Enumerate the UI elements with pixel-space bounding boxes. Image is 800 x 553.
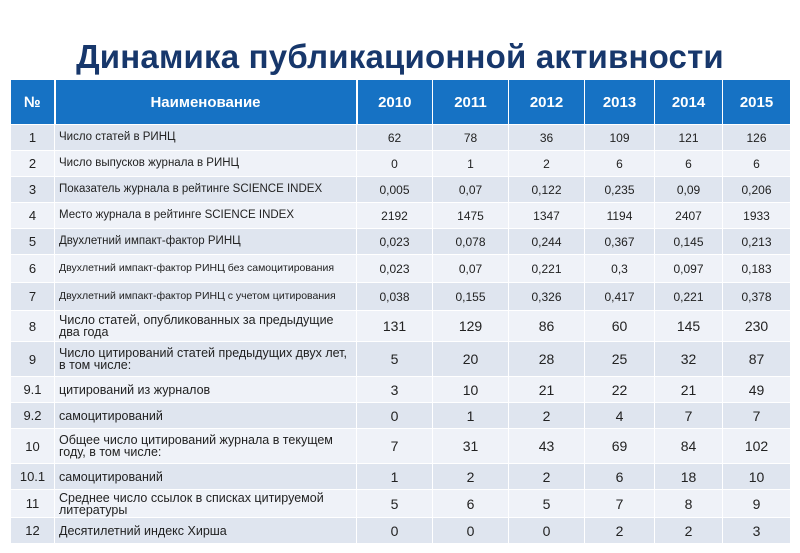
row-name: Двухлетний импакт-фактор РИНЦ [55, 229, 357, 255]
cell-value: 2407 [655, 203, 723, 229]
row-number: 12 [11, 518, 55, 544]
row-number: 3 [11, 177, 55, 203]
header-year-2012: 2012 [509, 80, 585, 125]
cell-value: 25 [585, 342, 655, 377]
cell-value: 145 [655, 311, 723, 342]
cell-value: 0,038 [357, 283, 433, 311]
cell-value: 78 [433, 125, 509, 151]
cell-value: 4 [585, 403, 655, 429]
table-row [11, 177, 791, 203]
cell-value: 2 [509, 403, 585, 429]
header-year-2014: 2014 [655, 80, 723, 125]
cell-value: 0,213 [723, 229, 791, 255]
cell-value: 62 [357, 125, 433, 151]
row-number: 8 [11, 311, 55, 342]
cell-value: 21 [509, 377, 585, 403]
row-name: Число цитирований статей предыдущих двух лет, в том числе: [55, 342, 357, 377]
cell-value: 1933 [723, 203, 791, 229]
cell-value: 5 [357, 342, 433, 377]
cell-value: 69 [585, 429, 655, 464]
row-number: 6 [11, 255, 55, 283]
cell-value: 0,078 [433, 229, 509, 255]
cell-value: 6 [433, 490, 509, 518]
table-row [11, 283, 791, 311]
row-name: Среднее число ссылок в списках цитируемой литературы [55, 490, 357, 518]
cell-value: 230 [723, 311, 791, 342]
cell-value: 7 [723, 403, 791, 429]
cell-value: 32 [655, 342, 723, 377]
cell-value: 1 [357, 464, 433, 490]
cell-value: 5 [509, 490, 585, 518]
row-name: Общее число цитирований журнала в текущем году, в том числе: [55, 429, 357, 464]
cell-value: 121 [655, 125, 723, 151]
cell-value: 0,07 [433, 177, 509, 203]
slide-title: Динамика публикационной активности [76, 38, 724, 75]
row-name: Показатель журнала в рейтинге SCIENCE INDEX [55, 177, 357, 203]
cell-value: 0,417 [585, 283, 655, 311]
cell-value: 0,097 [655, 255, 723, 283]
cell-value: 0 [357, 518, 433, 544]
cell-value: 7 [655, 403, 723, 429]
cell-value: 0,023 [357, 229, 433, 255]
cell-value: 2192 [357, 203, 433, 229]
cell-value: 2 [509, 151, 585, 177]
cell-value: 126 [723, 125, 791, 151]
cell-value: 0,07 [433, 255, 509, 283]
cell-value: 7 [585, 490, 655, 518]
cell-value: 10 [433, 377, 509, 403]
cell-value: 131 [357, 311, 433, 342]
cell-value: 43 [509, 429, 585, 464]
cell-value: 0,378 [723, 283, 791, 311]
cell-value: 0,005 [357, 177, 433, 203]
cell-value: 2 [433, 464, 509, 490]
row-name: Место журнала в рейтинге SCIENCE INDEX [55, 203, 357, 229]
table-row [11, 151, 791, 177]
cell-value: 60 [585, 311, 655, 342]
cell-value: 0,183 [723, 255, 791, 283]
cell-value: 1194 [585, 203, 655, 229]
cell-value: 0,326 [509, 283, 585, 311]
cell-value: 0 [509, 518, 585, 544]
row-number: 7 [11, 283, 55, 311]
table-row [11, 229, 791, 255]
row-name: Число выпусков журнала в РИНЦ [55, 151, 357, 177]
cell-value: 0,3 [585, 255, 655, 283]
row-name: Двухлетний импакт-фактор РИНЦ с учетом цитирования [55, 283, 357, 311]
cell-value: 1 [433, 151, 509, 177]
table-row [11, 518, 791, 544]
row-number: 9 [11, 342, 55, 377]
row-name: самоцитирований [55, 464, 357, 490]
cell-value: 102 [723, 429, 791, 464]
cell-value: 86 [509, 311, 585, 342]
header-name: Наименование [55, 80, 357, 125]
cell-value: 0,235 [585, 177, 655, 203]
table-row [11, 377, 791, 403]
cell-value: 5 [357, 490, 433, 518]
cell-value: 36 [509, 125, 585, 151]
cell-value: 7 [357, 429, 433, 464]
publication-activity-table [10, 79, 791, 544]
cell-value: 1347 [509, 203, 585, 229]
table-row [11, 255, 791, 283]
row-number: 2 [11, 151, 55, 177]
table-row [11, 429, 791, 464]
table-row [11, 464, 791, 490]
cell-value: 22 [585, 377, 655, 403]
table-row [11, 203, 791, 229]
header-year-2013: 2013 [585, 80, 655, 125]
cell-value: 0,367 [585, 229, 655, 255]
cell-value: 31 [433, 429, 509, 464]
cell-value: 0,155 [433, 283, 509, 311]
cell-value: 0,09 [655, 177, 723, 203]
row-number: 9.2 [11, 403, 55, 429]
row-name: Число статей в РИНЦ [55, 125, 357, 151]
cell-value: 87 [723, 342, 791, 377]
cell-value: 3 [723, 518, 791, 544]
cell-value: 49 [723, 377, 791, 403]
cell-value: 6 [723, 151, 791, 177]
table-row [11, 342, 791, 377]
cell-value: 84 [655, 429, 723, 464]
row-name: цитирований из журналов [55, 377, 357, 403]
header-year-2015: 2015 [723, 80, 791, 125]
table-row [11, 311, 791, 342]
cell-value: 8 [655, 490, 723, 518]
row-name: самоцитирований [55, 403, 357, 429]
cell-value: 2 [655, 518, 723, 544]
cell-value: 0,145 [655, 229, 723, 255]
cell-value: 6 [655, 151, 723, 177]
cell-value: 9 [723, 490, 791, 518]
table-body [11, 125, 791, 544]
row-number: 10 [11, 429, 55, 464]
header-year-2011: 2011 [433, 80, 509, 125]
cell-value: 3 [357, 377, 433, 403]
cell-value: 6 [585, 464, 655, 490]
cell-value: 0,221 [655, 283, 723, 311]
cell-value: 0 [357, 151, 433, 177]
cell-value: 2 [585, 518, 655, 544]
cell-value: 129 [433, 311, 509, 342]
header-year-2010: 2010 [357, 80, 433, 125]
table-row [11, 125, 791, 151]
cell-value: 18 [655, 464, 723, 490]
cell-value: 6 [585, 151, 655, 177]
row-name: Десятилетний индекс Хирша [55, 518, 357, 544]
row-number: 1 [11, 125, 55, 151]
cell-value: 21 [655, 377, 723, 403]
cell-value: 1 [433, 403, 509, 429]
row-number: 11 [11, 490, 55, 518]
cell-value: 0,221 [509, 255, 585, 283]
cell-value: 0,206 [723, 177, 791, 203]
cell-value: 10 [723, 464, 791, 490]
cell-value: 0,023 [357, 255, 433, 283]
cell-value: 0 [357, 403, 433, 429]
cell-value: 0 [433, 518, 509, 544]
row-number: 9.1 [11, 377, 55, 403]
table-header-row [11, 80, 791, 125]
cell-value: 0,122 [509, 177, 585, 203]
cell-value: 109 [585, 125, 655, 151]
cell-value: 0,244 [509, 229, 585, 255]
cell-value: 28 [509, 342, 585, 377]
row-name: Число статей, опубликованных за предыдущие два года [55, 311, 357, 342]
cell-value: 1475 [433, 203, 509, 229]
cell-value: 2 [509, 464, 585, 490]
table-row [11, 490, 791, 518]
row-number: 5 [11, 229, 55, 255]
row-number: 10.1 [11, 464, 55, 490]
cell-value: 20 [433, 342, 509, 377]
header-num: № [11, 80, 55, 125]
table-row [11, 403, 791, 429]
row-number: 4 [11, 203, 55, 229]
row-name: Двухлетний импакт-фактор РИНЦ без самоцитирования [55, 255, 357, 283]
